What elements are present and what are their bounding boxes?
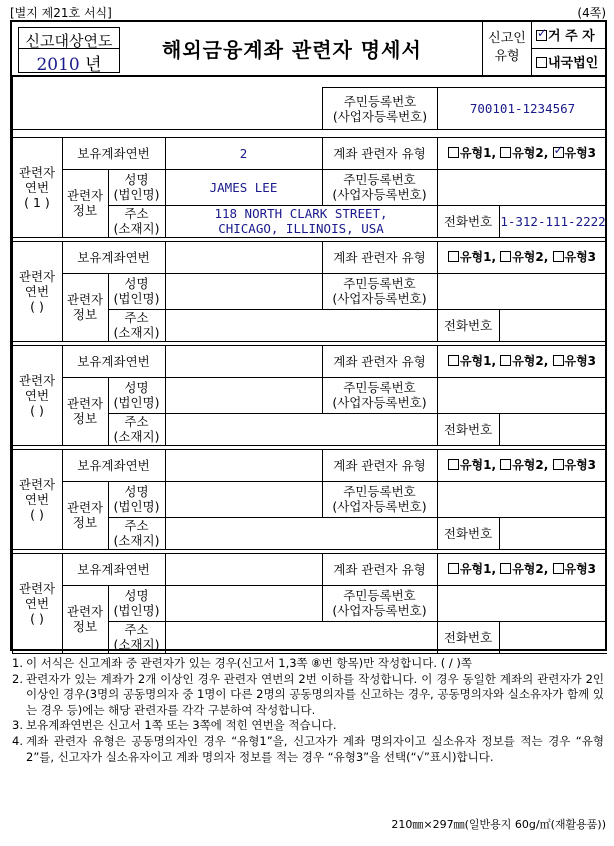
- phone-label: [437, 517, 499, 549]
- seq-label-2: 연번: [24, 387, 50, 403]
- type2-label: 유형2,: [512, 249, 549, 264]
- type2-checkbox-icon[interactable]: [500, 563, 511, 574]
- id-label-1: 주민등록번호: [343, 588, 416, 603]
- account-seq-field[interactable]: [165, 241, 322, 273]
- note-item: [12, 656, 604, 672]
- relation-type-options[interactable]: [437, 449, 607, 481]
- phone-field[interactable]: [499, 621, 607, 653]
- info-label: [62, 585, 108, 653]
- addr-label-2: (소재지): [113, 429, 160, 444]
- addr-label-1: 주소: [124, 622, 149, 637]
- name-label: [108, 169, 165, 205]
- id-field[interactable]: [437, 585, 607, 621]
- account-seq-label: 보유계좌연번: [77, 353, 150, 369]
- phone-label: [437, 413, 499, 445]
- addr-label-1: 주소: [124, 518, 149, 533]
- phone-label: [437, 309, 499, 341]
- seq-label-1: 관련자: [18, 580, 56, 596]
- name-value: JAMES LEE: [209, 179, 278, 195]
- type1-label: 유형1,: [459, 145, 497, 160]
- name-label-1: 성명: [124, 172, 149, 187]
- note-number: 1.: [12, 656, 23, 670]
- grid-line: [12, 549, 607, 550]
- account-seq-label-cell: [62, 241, 165, 273]
- type1-checkbox-icon[interactable]: [448, 147, 459, 158]
- seq-label-2: 연번: [24, 595, 50, 611]
- id-label-2: (사업자등록번호): [332, 499, 427, 514]
- year-suffix: 년: [85, 55, 102, 75]
- address-label: [108, 309, 165, 341]
- phone-label-text: 전화번호: [443, 213, 493, 229]
- address-line-2: CHICAGO, ILLINOIS, USA: [218, 221, 384, 236]
- name-label: [108, 481, 165, 517]
- grid-line: [12, 237, 607, 238]
- type2-checkbox-icon[interactable]: [500, 251, 511, 262]
- info-label-1: 관련자: [66, 292, 104, 307]
- seq-label-1: 관련자: [18, 372, 56, 388]
- type3-label: 유형3: [564, 457, 597, 472]
- grid-line: [12, 341, 607, 342]
- relation-type-label: 계좌 관련자 유형: [333, 145, 426, 161]
- id-field[interactable]: [437, 169, 607, 205]
- id-label: [322, 377, 437, 413]
- note-text: 계좌 관련자 유형은 공동명의자인 경우 “유형1”을, 신고자가 계좌 명의자이고 실소유자 정보를 적는 경우 “유형2”를, 신고자가 실소유자이고 계좌 명의자 정보를 적는 경우 “유형3”을 선택(“√”표시)합니다.: [26, 733, 604, 764]
- info-label-2: 정보: [72, 619, 98, 634]
- info-label-1: 관련자: [66, 188, 104, 203]
- divider: [532, 48, 607, 49]
- phone-field[interactable]: [499, 413, 607, 445]
- info-label-2: 정보: [72, 515, 98, 530]
- id-label-1: 주민등록번호: [343, 172, 416, 187]
- seq-label-2: 연번: [24, 179, 50, 195]
- address-field[interactable]: [165, 309, 437, 341]
- phone-label: [437, 621, 499, 653]
- related-party-table: [10, 77, 607, 651]
- addr-label-2: (소재지): [113, 533, 160, 548]
- note-text: 관련자가 있는 계좌가 2개 이상인 경우 관련자 연번의 2번 이하를 작성합니다. 이 경우 동일한 계좌의 관련자가 2인 이상인 경우(3명의 공동명의자 중 1명이 다른 2명의 공동명의자를 신고하는 경우, 공동명의자와 실소유자가 함께 있는 경우 등)에는 해당 관련자를 각각 구분하여 작성합니다.: [26, 671, 604, 717]
- report-year-box: [18, 27, 120, 73]
- id-label-2: (사업자등록번호): [332, 603, 427, 618]
- name-label: [108, 377, 165, 413]
- address-label: [108, 621, 165, 653]
- info-label-1: 관련자: [66, 500, 104, 515]
- id-label: [322, 481, 437, 517]
- relation-type-label-cell: [322, 241, 437, 273]
- year-value: 2010: [36, 55, 80, 75]
- note-item: [12, 672, 604, 719]
- name-label-2: (법인명): [113, 603, 160, 618]
- grid-line: [12, 77, 13, 653]
- reporter-type-label-2: 유형: [494, 49, 520, 64]
- type2-label: 유형2,: [512, 561, 549, 576]
- name-label-1: 성명: [124, 276, 149, 291]
- name-field[interactable]: [165, 273, 322, 309]
- type2-checkbox-icon[interactable]: [500, 147, 511, 158]
- type1-label: 유형1,: [459, 457, 497, 472]
- account-seq-label-cell: [62, 137, 165, 169]
- type3-checkbox-icon[interactable]: [553, 563, 564, 574]
- name-label-2: (법인명): [113, 395, 160, 410]
- type1-checkbox-icon[interactable]: [448, 355, 459, 366]
- account-seq-label-cell: [62, 449, 165, 481]
- addr-label-2: (소재지): [113, 637, 160, 652]
- type3-label: 유형3: [564, 145, 597, 160]
- reporter-id-label-2: (사업자등록번호): [332, 108, 428, 124]
- relation-type-options[interactable]: [437, 137, 607, 169]
- reporter-id-label: [323, 88, 437, 129]
- address-field[interactable]: [165, 413, 437, 445]
- option-resident-label: 거 주 자: [548, 29, 595, 44]
- relation-type-label-cell: [322, 449, 437, 481]
- name-label: [108, 585, 165, 621]
- type1-checkbox-icon[interactable]: [448, 459, 459, 470]
- phone-label-text: 전화번호: [443, 317, 493, 333]
- checkbox-checked-icon[interactable]: [536, 30, 547, 41]
- account-seq-label-cell: [62, 553, 165, 585]
- name-field[interactable]: [165, 481, 322, 517]
- type2-label: 유형2,: [512, 145, 549, 160]
- account-seq-field[interactable]: [165, 449, 322, 481]
- relation-type-label-cell: [322, 345, 437, 377]
- page-label: (4쪽): [577, 6, 606, 20]
- name-label-1: 성명: [124, 588, 149, 603]
- note-number: 3.: [12, 718, 23, 733]
- addr-label-1: 주소: [124, 414, 149, 429]
- note-item: [12, 718, 604, 734]
- id-label-2: (사업자등록번호): [332, 291, 427, 306]
- grid-line: [12, 653, 607, 654]
- address-field[interactable]: [165, 621, 437, 653]
- name-field[interactable]: [165, 585, 322, 621]
- year-label: 신고대상연도: [19, 30, 119, 49]
- id-field[interactable]: [437, 377, 607, 413]
- related-party-seq: [12, 241, 62, 341]
- id-label-1: 주민등록번호: [343, 276, 416, 291]
- info-label: [62, 273, 108, 341]
- name-label-1: 성명: [124, 380, 149, 395]
- address-line-1: 118 NORTH CLARK STREET,: [214, 206, 388, 221]
- seq-number[interactable]: ( ): [30, 298, 44, 314]
- option-domestic-corp[interactable]: [536, 52, 598, 71]
- relation-type-label-cell: [322, 553, 437, 585]
- seq-number[interactable]: ( ): [30, 610, 44, 626]
- id-field[interactable]: [437, 273, 607, 309]
- relation-type-label: 계좌 관련자 유형: [333, 249, 426, 265]
- account-seq-label: 보유계좌연번: [77, 249, 150, 265]
- id-label-2: (사업자등록번호): [332, 395, 427, 410]
- form-code: [별지 제21호 서식]: [10, 6, 112, 20]
- name-label: [108, 273, 165, 309]
- name-label-2: (법인명): [113, 187, 160, 202]
- name-field[interactable]: [165, 377, 322, 413]
- name-label-2: (법인명): [113, 291, 160, 306]
- relation-type-options[interactable]: [437, 241, 607, 273]
- phone-label-text: 전화번호: [443, 629, 493, 645]
- address-label: [108, 413, 165, 445]
- type2-checkbox-icon[interactable]: [500, 459, 511, 470]
- id-label-2: (사업자등록번호): [332, 187, 427, 202]
- reporter-type-label-1: 신고인: [488, 31, 526, 46]
- note-number: 4.: [12, 733, 23, 748]
- phone-label-text: 전화번호: [443, 421, 493, 437]
- address-label: [108, 517, 165, 549]
- grid-line: [12, 445, 607, 446]
- option-resident[interactable]: [536, 25, 595, 44]
- account-seq-field[interactable]: [165, 137, 322, 169]
- id-label: [322, 585, 437, 621]
- year-field[interactable]: [19, 50, 119, 75]
- type1-label: 유형1,: [459, 249, 497, 264]
- seq-number[interactable]: ( 1 ): [24, 194, 50, 210]
- id-field[interactable]: [437, 481, 607, 517]
- note-text: 이 서식은 신고계좌 중 관련자가 있는 경우(신고서 1,3쪽 ⑧번 항목)만 작성합니다. ( / )쪽: [26, 656, 472, 670]
- account-seq-field[interactable]: [165, 553, 322, 585]
- note-text: 보유계좌연번은 신고서 1쪽 또는 3쪽에 적힌 연번을 적습니다.: [26, 718, 337, 733]
- name-label-2: (법인명): [113, 499, 160, 514]
- phone-label-text: 전화번호: [443, 525, 493, 541]
- account-seq-label: 보유계좌연번: [77, 457, 150, 473]
- form-header: [10, 20, 607, 77]
- name-label-1: 성명: [124, 484, 149, 499]
- type3-checkbox-icon[interactable]: [553, 251, 564, 262]
- name-field[interactable]: [165, 169, 322, 205]
- related-party-seq: [12, 137, 62, 237]
- type2-label: 유형2,: [512, 353, 549, 368]
- type2-checkbox-icon[interactable]: [500, 355, 511, 366]
- relation-type-options[interactable]: [437, 553, 607, 585]
- relation-type-label: 계좌 관련자 유형: [333, 457, 426, 473]
- type2-label: 유형2,: [512, 457, 549, 472]
- id-label: [322, 273, 437, 309]
- info-label-2: 정보: [72, 307, 98, 322]
- account-seq-label: 보유계좌연번: [77, 145, 150, 161]
- info-label: [62, 481, 108, 549]
- note-number: 2.: [12, 671, 23, 686]
- addr-label-2: (소재지): [113, 325, 160, 340]
- related-party-seq: [12, 553, 62, 653]
- seq-number[interactable]: ( ): [30, 506, 44, 522]
- info-label-1: 관련자: [66, 396, 104, 411]
- addr-label-1: 주소: [124, 206, 149, 221]
- relation-type-label-cell: [322, 137, 437, 169]
- id-label-1: 주민등록번호: [343, 380, 416, 395]
- addr-label-1: 주소: [124, 310, 149, 325]
- phone-field[interactable]: [499, 309, 607, 341]
- phone-field[interactable]: [499, 517, 607, 549]
- account-seq-label-cell: [62, 345, 165, 377]
- relation-type-label: 계좌 관련자 유형: [333, 561, 426, 577]
- type3-label: 유형3: [564, 249, 597, 264]
- address-label: [108, 205, 165, 237]
- seq-label-1: 관련자: [18, 476, 56, 492]
- type1-label: 유형1,: [459, 353, 497, 368]
- seq-label-1: 관련자: [18, 164, 56, 180]
- note-item: [12, 734, 604, 765]
- phone-label: [437, 205, 499, 237]
- seq-label-1: 관련자: [18, 268, 56, 284]
- info-label-1: 관련자: [66, 604, 104, 619]
- account-seq-field[interactable]: [165, 345, 322, 377]
- type1-checkbox-icon[interactable]: [448, 251, 459, 262]
- type3-checkbox-icon[interactable]: [553, 147, 564, 158]
- type3-label: 유형3: [564, 353, 597, 368]
- seq-number[interactable]: ( ): [30, 402, 44, 418]
- phone-field[interactable]: [499, 205, 607, 237]
- relation-type-options[interactable]: [437, 345, 607, 377]
- checkbox-icon[interactable]: [536, 57, 547, 68]
- reporter-id-label-1: 주민등록번호: [343, 93, 417, 109]
- address-field[interactable]: [165, 517, 437, 549]
- type1-checkbox-icon[interactable]: [448, 563, 459, 574]
- relation-type-label: 계좌 관련자 유형: [333, 353, 426, 369]
- related-party-seq: [12, 449, 62, 549]
- type3-checkbox-icon[interactable]: [553, 355, 564, 366]
- info-label-2: 정보: [72, 411, 98, 426]
- id-label-1: 주민등록번호: [343, 484, 416, 499]
- info-label-2: 정보: [72, 203, 98, 218]
- phone-value: 1-312-111-2222: [500, 213, 606, 229]
- account-seq-label: 보유계좌연번: [77, 561, 150, 577]
- reporter-id-value[interactable]: 700101-1234567: [469, 101, 576, 116]
- addr-label-2: (소재지): [113, 221, 160, 236]
- seq-label-2: 연번: [24, 491, 50, 507]
- info-label: [62, 169, 108, 237]
- address-field[interactable]: [165, 205, 437, 237]
- id-label: [322, 169, 437, 205]
- form-title: 해외금융계좌 관련자 명세서: [162, 38, 422, 62]
- instructions: [12, 656, 604, 765]
- seq-label-2: 연번: [24, 283, 50, 299]
- reporter-type-label: [482, 22, 532, 75]
- type1-label: 유형1,: [459, 561, 497, 576]
- paper-spec: 210㎜×297㎜(일반용지 60g/㎡(재활용품)): [391, 818, 606, 831]
- type3-label: 유형3: [564, 561, 597, 576]
- type3-checkbox-icon[interactable]: [553, 459, 564, 470]
- account-seq-value: 2: [239, 145, 248, 161]
- related-party-seq: [12, 345, 62, 445]
- option-corp-label: 내국법인: [548, 56, 599, 71]
- info-label: [62, 377, 108, 445]
